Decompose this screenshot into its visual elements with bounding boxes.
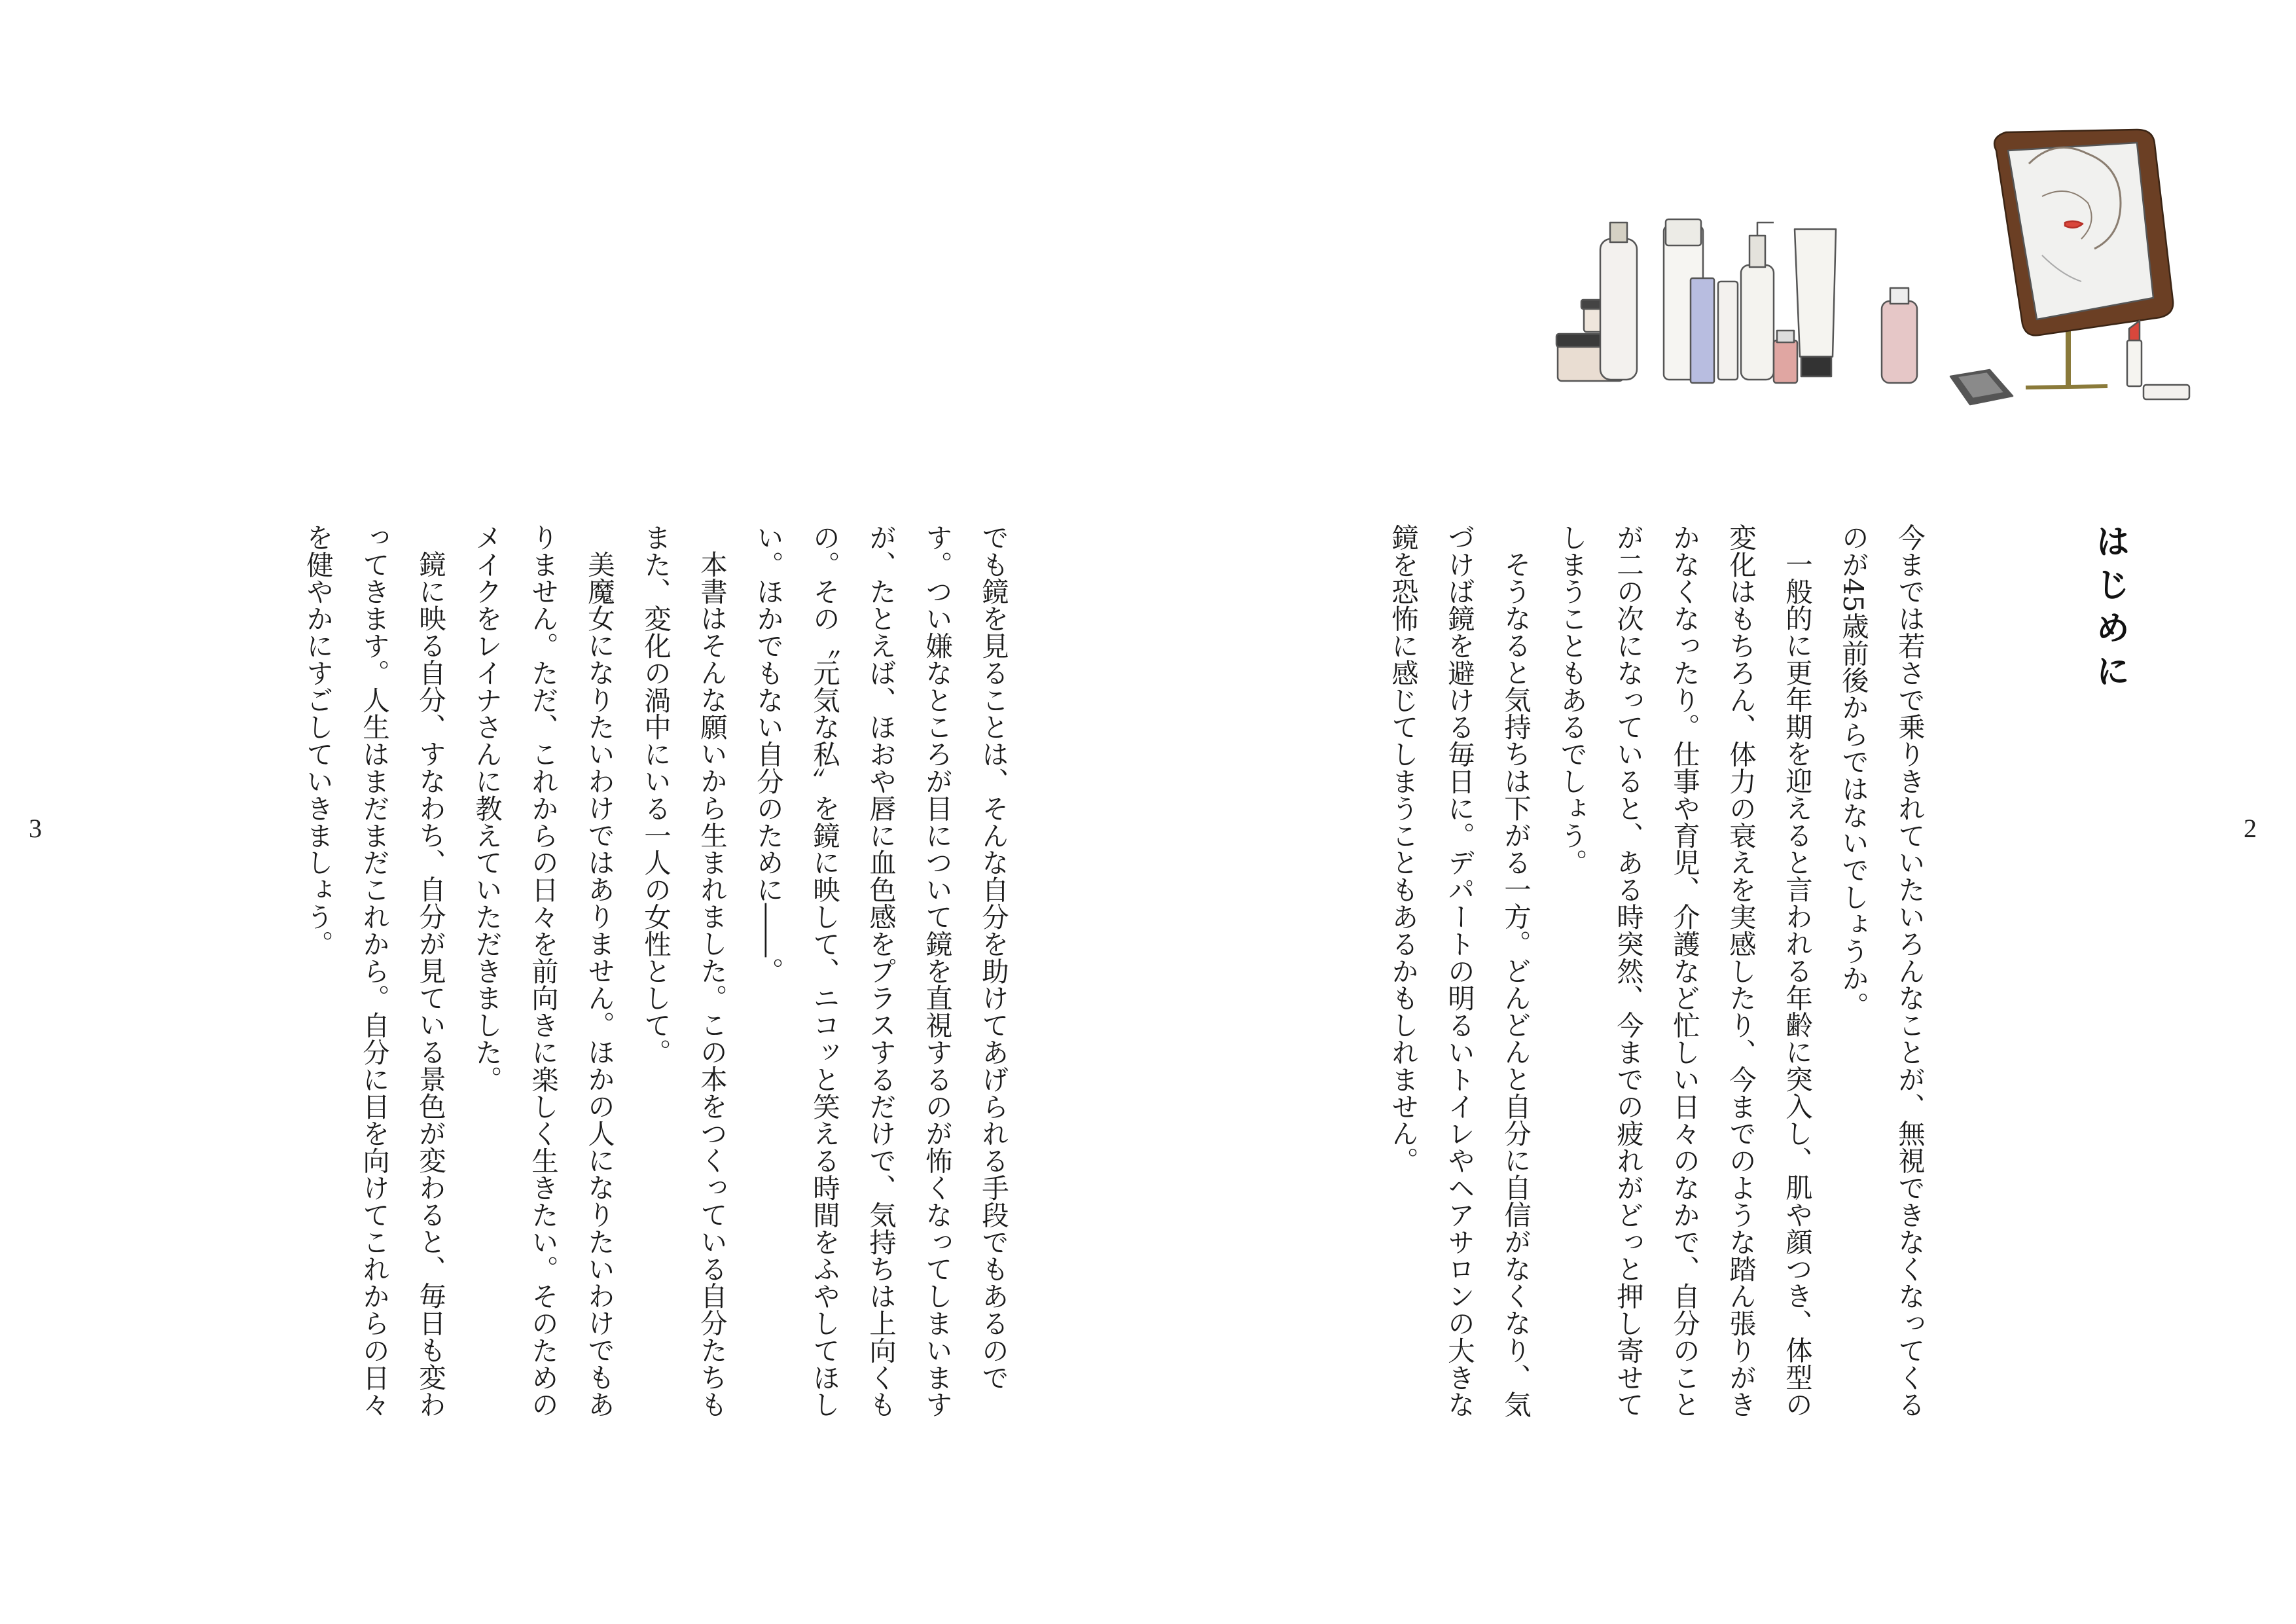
bottle-blue xyxy=(1691,278,1714,383)
paragraph: 本書はそんな願いから生まれました。この本をつくっている自分たちもまた、変化の渦中にいる一人の女性として。 xyxy=(639,524,727,1418)
tube-cap xyxy=(1801,357,1831,376)
page-number-right: 2 xyxy=(2244,814,2257,843)
bottle-pink-small xyxy=(1774,331,1797,383)
paragraph: でも鏡を見ることは、そんな自分を助けてあげられる手段でもあるのです。つい嫌なところが目について鏡を直視するのが怖くなってしまいますが、たとえば、ほおや唇に血色感をプラスするだけで、気持ちは上向くもの。その〝元気な私〟を鏡に映して、ニコッと笑える時間をふやしてほしい。ほかでもない自分のために――。 xyxy=(752,524,1009,1418)
left-page-body xyxy=(289,524,1021,1427)
paragraph: 今までは若さで乗りきれていたいろんなことが、無視できなくなってくるのが45歳前後からではないでしょうか。 xyxy=(1837,524,1925,1418)
page-title: はじめに xyxy=(2090,524,2129,696)
tube-small-lying xyxy=(2144,385,2189,399)
page-number-left: 3 xyxy=(29,814,42,843)
bottle-pink-tall xyxy=(1882,288,1917,383)
pump-bottle xyxy=(1741,223,1774,380)
cosmetics-mirror-illustration xyxy=(1545,124,2193,425)
paragraph: 一般的に更年期を迎えると言われる年齢に突入し、肌や顔つき、体型の変化はもちろん、体力の衰えを実感したり、今までのような踏ん張りがきかなくなったり。仕事や育児、介護など忙しい日々のなかで、自分のことが二の次になっていると、ある時突然、今までの疲れがどっと押し寄せてしまうこともあるでしょう。 xyxy=(1556,524,1812,1418)
tube-large xyxy=(1795,229,1836,357)
mirror xyxy=(1994,130,2173,335)
compact-case xyxy=(1950,370,2013,405)
paragraph: 美魔女になりたいわけではありません。ほかの人になりたいわけでもありません。ただ、これからの日々を前向きに楽しく生きたい。そのためのメイクをレイナさんに教えていただきました。 xyxy=(471,524,615,1418)
lipstick xyxy=(2127,321,2142,386)
bottle-tall-1 xyxy=(1600,223,1637,380)
paragraph: 鏡に映る自分、すなわち、自分が見ている景色が変わると、毎日も変わってきます。人生はまだまだこれから。自分に目を向けてこれからの日々を健やかにすごしていきましょう。 xyxy=(302,524,446,1418)
paragraph: そうなると気持ちは下がる一方。どんどんと自分に自信がなくなり、気づけば鏡を避ける毎日に。デパートの明るいトイレやヘアサロンの大きな鏡を恐怖に感じてしまうこともあるかもしれません。 xyxy=(1387,524,1531,1418)
tube-thin xyxy=(1718,281,1738,380)
right-page-body xyxy=(1374,524,1937,1427)
